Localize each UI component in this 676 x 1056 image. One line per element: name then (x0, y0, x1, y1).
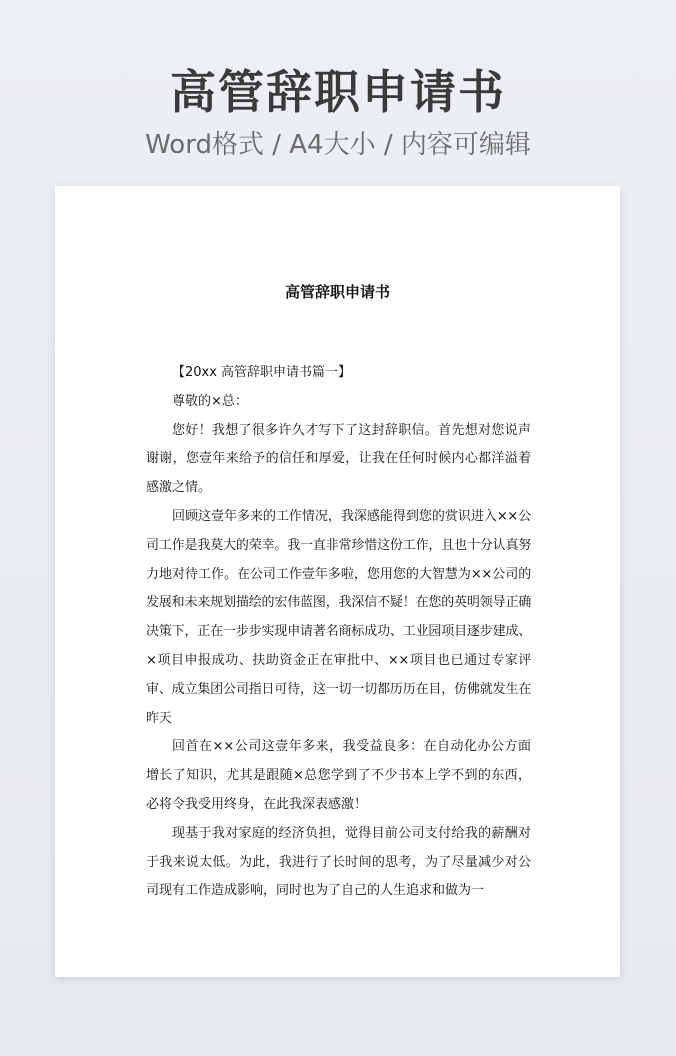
document-page (55, 186, 620, 977)
salutation: 尊敬的×总： (172, 393, 248, 409)
paragraph-3: 回首在××公司这壹年多来，我受益良多：在自动化办公方面增长了知识，尤其是跟随×总您学到了不少书本上学不到的东西，必将令我受用终身，在此我深表感激！ (146, 739, 531, 812)
page-title: 高管辞职申请书 (170, 65, 506, 119)
paragraph-2: 回顾这壹年多来的工作情况，我深感能得到您的赏识进入××公司工作是我莫大的荣幸。我一直非常珍惜这份工作，且也十分认真努力地对待工作。在公司工作壹年多啦，您用您的大智慧为××公司的发展和未来规划描绘的宏伟蓝图，我深信不疑！在您的英明领导正确决策下，正在一步步实现申请著名商标成功、工业园项目逐步建成、×项目申报成功、扶助资金正在审批中、××项目也已通过专家评审、成立集团公司指日可待，这一切一切都历历在目，仿佛就发生在昨天 (146, 508, 531, 726)
page-subtitle: Word格式 / A4大小 / 内容可编辑 (145, 130, 531, 160)
page-header (0, 62, 676, 162)
paragraph-4: 现基于我对家庭的经济负担，觉得目前公司支付给我的薪酬对于我来说太低。为此，我进行了长时间的思考，为了尽量减少对公司现有工作造成影响，同时也为了自己的人生追求和做为一 (146, 825, 531, 899)
document-body (146, 359, 531, 906)
document-title: 高管辞职申请书 (284, 283, 390, 301)
paragraph-1: 您好！我想了很多许久才写下了这封辞职信。首先想对您说声谢谢，您壹年来给予的信任和厚爱，让我在任何时候内心都洋溢着感激之情。 (146, 422, 531, 496)
section-heading: 【20xx 高管辞职申请书篇一】 (172, 365, 352, 380)
